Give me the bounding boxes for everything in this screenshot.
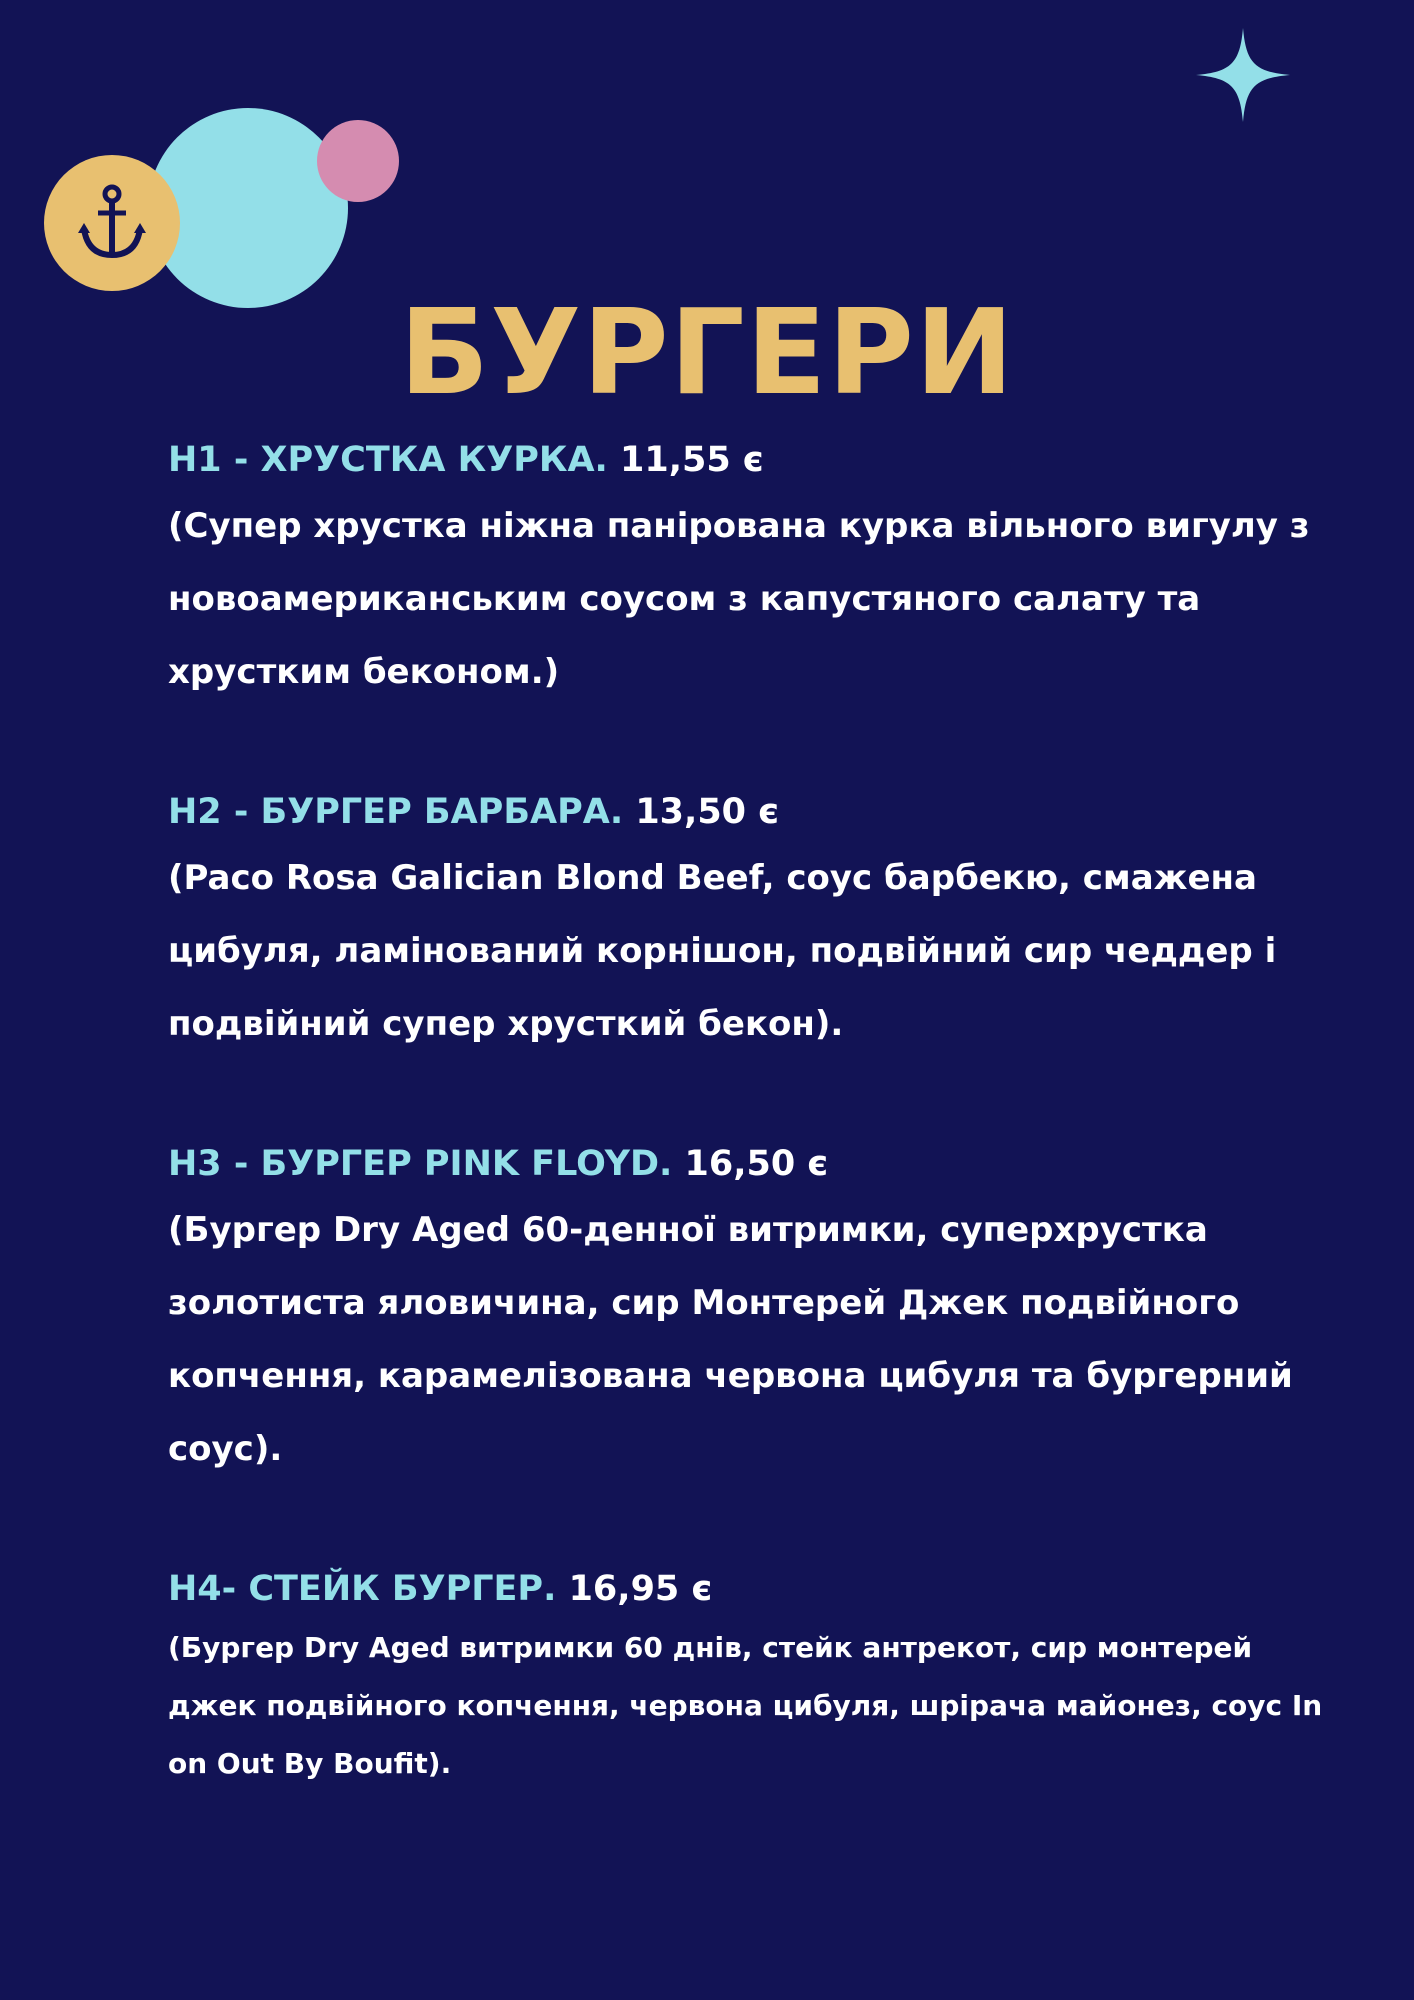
menu-item-price: 13,50 є	[635, 792, 779, 832]
menu-item-heading	[168, 1134, 1348, 1194]
menu-item-description: (Бургер Dry Aged 60-денної витримки, суперхрустка золотиста яловичина, сир Монтерей Джек подвійного копчення, карамелізована червона цибуля та бургерний соус).	[168, 1210, 1293, 1469]
menu-item-price: 16,50 є	[684, 1144, 829, 1184]
decor-circle-pink	[317, 120, 399, 202]
menu-item-price: 16,95 є	[568, 1569, 713, 1609]
menu-item-description: (Paco Rosa Galician Blond Beef, соус барбекю, смажена цибуля, ламінований корнішон, подвійний сир чеддер і подвійний супер хрусткий бекон).	[168, 858, 1277, 1044]
menu-item-description: (Бургер Dry Aged витримки 60 днів, стейк антрекот, сир монтерей джек подвійного копчення, червона цибуля, шрірача майонез, соус In on Out By Boufit).	[168, 1631, 1323, 1780]
menu-list	[168, 430, 1348, 1793]
menu-item-name: H1 - ХРУСТКА КУРКА.	[168, 440, 608, 480]
sparkle-icon	[1196, 28, 1290, 122]
menu-item-name: H3 - БУРГЕР PINK FLOYD.	[168, 1144, 673, 1184]
menu-item-description: (Супер хрустка ніжна панірована курка вільного вигулу з новоамериканським соусом з капустяного салату та хрустким беконом.)	[168, 506, 1310, 692]
anchor-icon	[76, 183, 148, 263]
page-title: БУРГЕРИ	[399, 283, 1015, 421]
anchor-badge	[44, 155, 180, 291]
menu-item-name: H2 - БУРГЕР БАРБАРА.	[168, 792, 624, 832]
menu-item-price: 11,55 є	[620, 440, 764, 480]
menu-item-h2	[168, 782, 1348, 1061]
menu-item-heading	[168, 430, 1348, 490]
menu-item-h4	[168, 1559, 1348, 1793]
menu-item-h3	[168, 1134, 1348, 1486]
menu-item-heading	[168, 1559, 1348, 1619]
menu-item-name: H4- СТЕЙК БУРГЕР.	[168, 1569, 557, 1609]
menu-item-heading	[168, 782, 1348, 842]
menu-item-h1	[168, 430, 1348, 709]
